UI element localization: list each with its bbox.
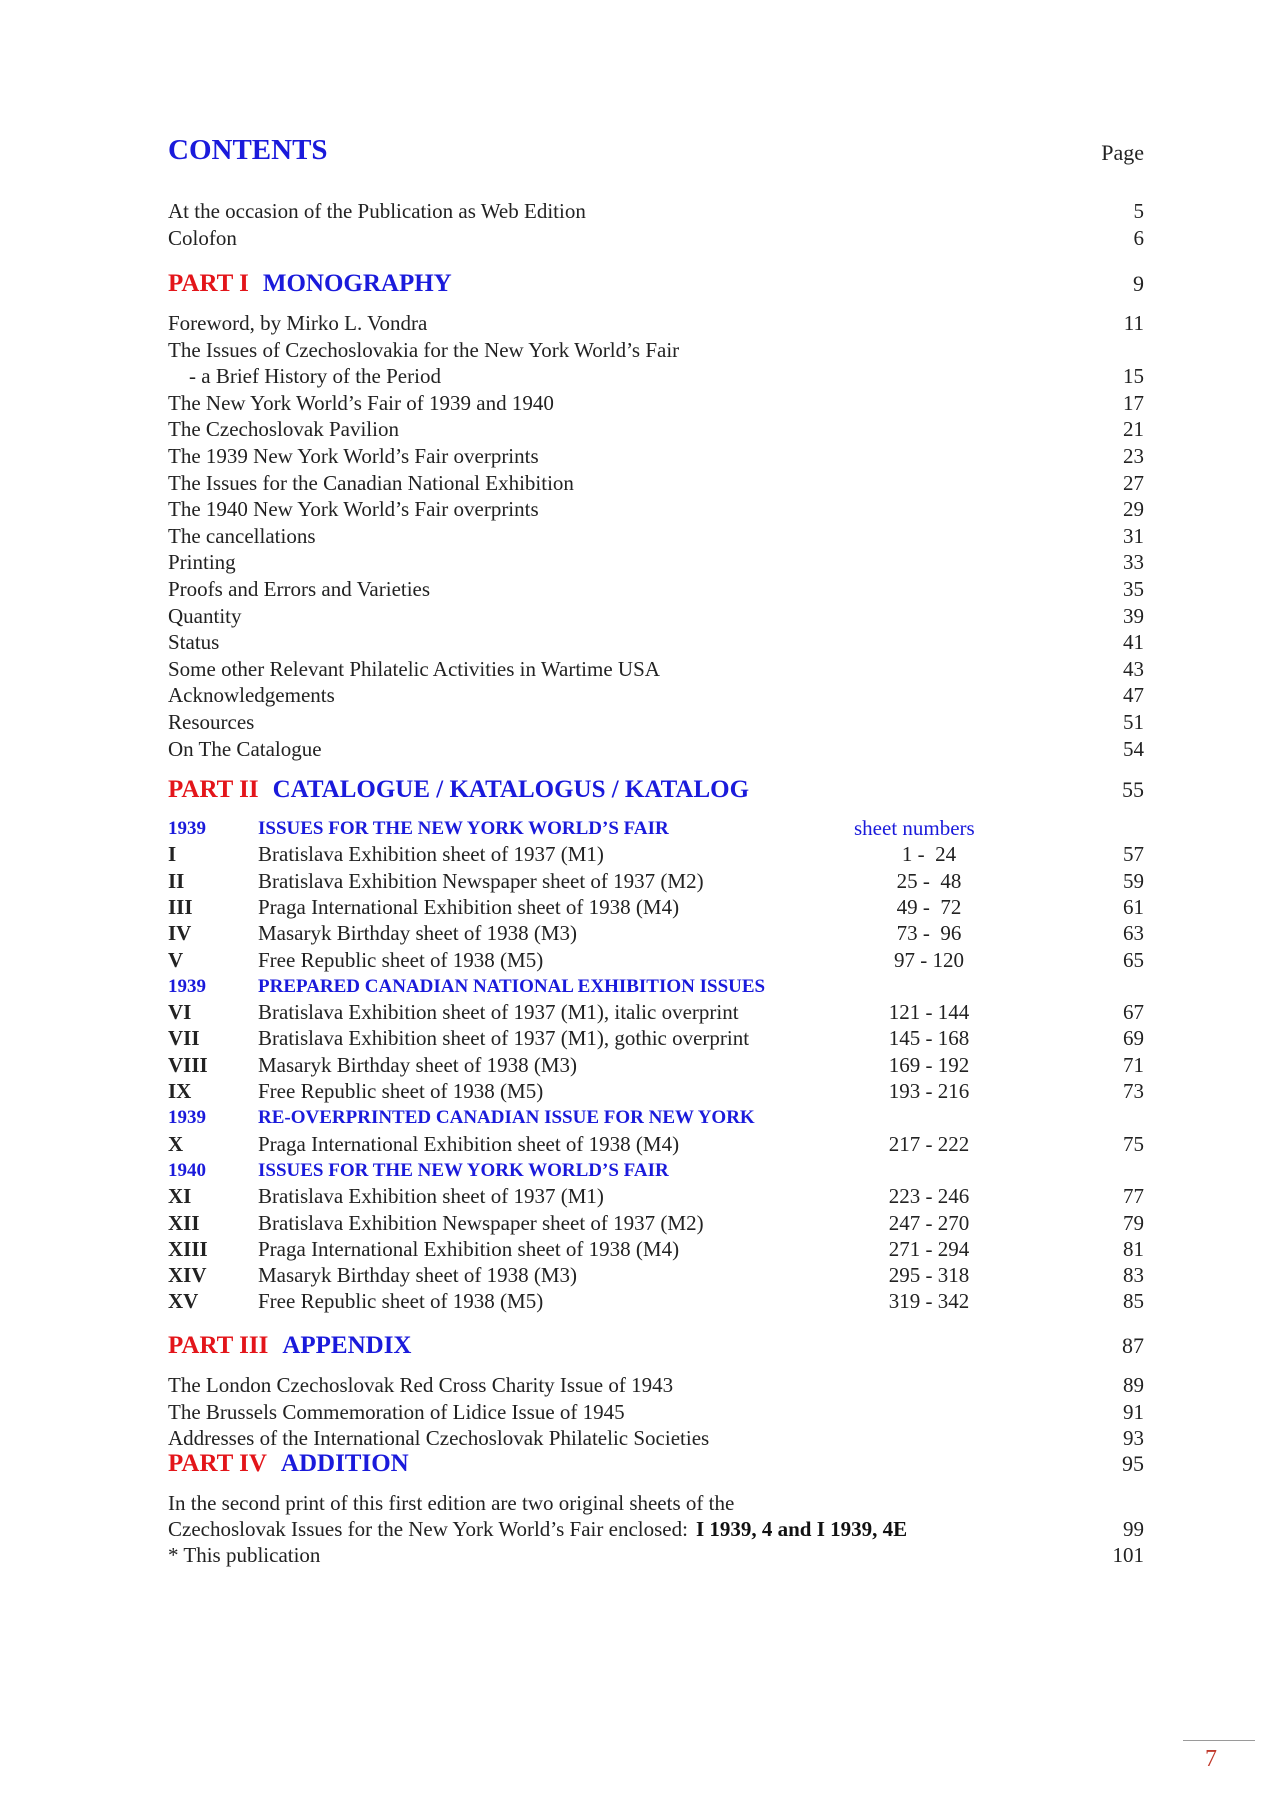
catalogue-number: I: [168, 842, 177, 867]
part-heading: [168, 268, 1144, 300]
group-year: 1940: [168, 1159, 206, 1181]
toc-entry-page: 41: [1123, 630, 1144, 655]
toc-entry-title: The Czechoslovak Pavilion: [168, 417, 399, 442]
footer-page-number: 7: [1205, 1746, 1217, 1772]
sheet-range: 247 - 270: [888, 1210, 970, 1235]
toc-entry-title: Foreword, by Mirko L. Vondra: [168, 311, 428, 335]
catalogue-number: IX: [168, 1079, 192, 1103]
catalogue-number: II: [168, 868, 185, 893]
toc-entry-title: The London Czechoslovak Red Cross Charity Issue of 1943: [168, 1373, 674, 1397]
group-year: 1939: [168, 975, 206, 997]
part-heading: [168, 774, 1144, 806]
part-page: 9: [1133, 271, 1144, 296]
toc-entry: [168, 656, 1144, 683]
catalogue-number: V: [168, 947, 184, 972]
toc-entry-title: * This publication: [168, 1543, 321, 1567]
part-heading: [168, 1330, 1144, 1362]
catalogue-entry: [168, 841, 1144, 868]
toc-entry-title: Printing: [168, 550, 236, 575]
catalogue-group-header: [168, 815, 1144, 842]
part-name: ADDITION: [280, 1450, 409, 1477]
toc-entry: [168, 390, 1144, 417]
catalogue-page: 59: [1123, 868, 1144, 893]
catalogue-entry: [168, 1236, 1144, 1263]
part-page: 55: [1122, 777, 1144, 802]
sheet-range: 25 - 48: [896, 868, 962, 893]
part-heading-title: [168, 1330, 411, 1362]
toc-entry-page: 17: [1123, 390, 1144, 415]
toc-entry: [168, 1372, 1144, 1399]
toc-entry-page: 89: [1123, 1373, 1144, 1397]
toc-entry: [168, 225, 1144, 252]
toc-entry-page: 21: [1123, 417, 1144, 442]
sheet-range: 1 - 24: [901, 842, 957, 867]
toc-entry-title: In the second print of this first edition are two original sheets of the: [168, 1491, 735, 1515]
toc-entry-title: Status: [168, 630, 220, 655]
sheet-range: 73 - 96: [896, 921, 962, 946]
toc-entry-page: 101: [1112, 1543, 1144, 1567]
toc-entry-page: 54: [1123, 736, 1144, 761]
part-name: APPENDIX: [282, 1332, 412, 1359]
toc-entry: [168, 523, 1144, 550]
catalogue-title: Free Republic sheet of 1938 (M5): [258, 1289, 544, 1314]
catalogue-group-header: [168, 1157, 1144, 1184]
catalogue-page: 75: [1123, 1131, 1144, 1156]
catalogue-title: Masaryk Birthday sheet of 1938 (M3): [258, 1052, 578, 1077]
sheet-range: 169 - 192: [888, 1052, 970, 1077]
catalogue-entry: [168, 1183, 1144, 1210]
toc-entry-page: 39: [1123, 603, 1144, 628]
catalogue-number: XIII: [168, 1236, 208, 1261]
catalogue-number: XII: [168, 1210, 200, 1235]
catalogue-number: III: [168, 894, 193, 919]
addition-sheet-ids: I 1939, 4 and I 1939, 4E: [695, 1517, 908, 1541]
toc-entry-title: Colofon: [168, 226, 237, 250]
toc-entry: [168, 363, 1144, 390]
toc-entry-page: 31: [1123, 523, 1144, 548]
toc-entry: [168, 709, 1144, 736]
catalogue-title: Bratislava Exhibition sheet of 1937 (M1), gothic overprint: [258, 1026, 750, 1051]
toc-entry-title: The Brussels Commemoration of Lidice Issue of 1945: [168, 1399, 625, 1424]
sheet-numbers-label: sheet numbers: [854, 816, 975, 840]
addition-text: [168, 1516, 907, 1543]
toc-entry: [168, 1399, 1144, 1426]
part-page: 87: [1122, 1333, 1144, 1358]
toc-entry-page: 23: [1123, 444, 1144, 468]
toc-entry-title: Resources: [168, 710, 255, 734]
catalogue-entry: [168, 1288, 1144, 1315]
toc-entry: [168, 310, 1144, 337]
sheet-range: 145 - 168: [888, 1026, 970, 1051]
catalogue-title: Free Republic sheet of 1938 (M5): [258, 947, 544, 972]
part-name: CATALOGUE / KATALOGUS / KATALOG: [272, 776, 750, 803]
catalogue-entry: [168, 868, 1144, 895]
toc-entry-page: 11: [1123, 311, 1144, 335]
catalogue-title: Masaryk Birthday sheet of 1938 (M3): [258, 921, 578, 946]
toc-entry: [168, 470, 1144, 497]
toc-entry-page: 29: [1123, 497, 1144, 522]
toc-entry-page: 51: [1123, 710, 1144, 734]
toc-entry-page: 15: [1123, 364, 1144, 389]
catalogue-title: Bratislava Exhibition sheet of 1937 (M1): [258, 1184, 604, 1209]
catalogue-number: VIII: [168, 1052, 208, 1077]
part-label: PART IV: [168, 1450, 267, 1477]
toc-entry-title: The 1939 New York World’s Fair overprints: [168, 444, 539, 468]
toc-entry-title: Some other Relevant Philatelic Activities in Wartime USA: [168, 656, 660, 681]
toc-entry-title: Addresses of the International Czechoslovak Philatelic Societies: [168, 1426, 710, 1450]
toc-entry: [168, 198, 1144, 225]
catalogue-entry: [168, 1052, 1144, 1079]
page-column-label: Page: [1101, 140, 1144, 165]
toc-entry-title: On The Catalogue: [168, 736, 322, 761]
sheet-range: 49 - 72: [896, 894, 962, 919]
sheet-range: 97 - 120: [894, 947, 964, 972]
catalogue-page: 69: [1123, 1026, 1144, 1051]
toc-entry-page: 27: [1123, 470, 1144, 495]
toc-entry: [168, 496, 1144, 523]
catalogue-page: 61: [1123, 894, 1144, 919]
catalogue-title: Free Republic sheet of 1938 (M5): [258, 1079, 544, 1103]
catalogue-number: XIV: [168, 1263, 207, 1288]
toc-entry-page: 93: [1123, 1426, 1144, 1450]
toc-entry-title: Acknowledgements: [168, 683, 335, 708]
toc-entry: [168, 443, 1144, 470]
catalogue-page: 67: [1123, 1000, 1144, 1025]
part-label: PART I: [168, 270, 249, 297]
catalogue-entry: [168, 920, 1144, 947]
toc-entry: [168, 736, 1144, 763]
catalogue-page: 77: [1123, 1184, 1144, 1209]
catalogue-page: 57: [1123, 842, 1144, 867]
sheet-range: 121 - 144: [888, 1000, 970, 1025]
catalogue-title: Bratislava Exhibition sheet of 1937 (M1): [258, 842, 604, 867]
footer-divider: [1183, 1740, 1255, 1741]
catalogue-number: XV: [168, 1289, 199, 1314]
toc-entry-title: The New York World’s Fair of 1939 and 1940: [168, 390, 554, 415]
addition-line: [168, 1516, 1144, 1543]
catalogue-page: 79: [1123, 1210, 1144, 1235]
catalogue-entry: [168, 999, 1144, 1026]
addition-line: [168, 1542, 1144, 1569]
catalogue-number: VII: [168, 1026, 200, 1051]
sheet-range: 193 - 216: [888, 1079, 970, 1103]
catalogue-entry: [168, 1131, 1144, 1158]
toc-entry: [168, 603, 1144, 630]
addition-text-plain: Czechoslovak Issues for the New York World’s Fair enclosed:: [168, 1517, 688, 1541]
catalogue-group-header: [168, 973, 1144, 1000]
sheet-range: 319 - 342: [888, 1289, 970, 1314]
catalogue-title: Praga International Exhibition sheet of 1938 (M4): [258, 1131, 680, 1156]
catalogue-number: VI: [168, 1000, 192, 1025]
catalogue-page: 73: [1123, 1079, 1144, 1103]
catalogue-title: Masaryk Birthday sheet of 1938 (M3): [258, 1263, 578, 1288]
sheet-range: 271 - 294: [888, 1236, 970, 1261]
sheet-range: 223 - 246: [888, 1184, 970, 1209]
catalogue-entry: [168, 894, 1144, 921]
toc-entry: [168, 576, 1144, 603]
part-heading: [168, 1448, 1144, 1480]
sheet-range: 295 - 318: [888, 1263, 970, 1288]
catalogue-page: 85: [1123, 1289, 1144, 1314]
catalogue-number: XI: [168, 1184, 192, 1209]
catalogue-page: 63: [1123, 921, 1144, 946]
part-heading-title: [168, 774, 749, 806]
catalogue-title: Praga International Exhibition sheet of 1938 (M4): [258, 894, 680, 919]
catalogue-title: Bratislava Exhibition sheet of 1937 (M1), italic overprint: [258, 1000, 739, 1025]
part-heading-title: [168, 1448, 409, 1480]
part-name: MONOGRAPHY: [262, 270, 452, 297]
catalogue-page: 65: [1123, 947, 1144, 972]
part-label: PART II: [168, 776, 259, 803]
group-year: 1939: [168, 1107, 206, 1129]
group-title: PREPARED CANADIAN NATIONAL EXHIBITION ISSUES: [258, 975, 766, 997]
group-year: 1939: [168, 818, 206, 839]
catalogue-number: IV: [168, 921, 192, 946]
toc-entry-page: 33: [1123, 550, 1144, 575]
catalogue-entry: [168, 1210, 1144, 1237]
catalogue-entry: [168, 1078, 1144, 1105]
catalogue-group-header: [168, 1104, 1144, 1131]
contents-title: CONTENTS: [168, 134, 328, 166]
toc-entry-title: The 1940 New York World’s Fair overprints: [168, 497, 539, 522]
toc-entry-page: 6: [1133, 226, 1144, 250]
toc-entry-title: Quantity: [168, 603, 242, 628]
toc-entry-title: - a Brief History of the Period: [168, 364, 441, 389]
toc-entry: [168, 549, 1144, 576]
addition-line: [168, 1490, 1144, 1517]
group-title: RE-OVERPRINTED CANADIAN ISSUE FOR NEW YORK: [258, 1107, 755, 1129]
toc-entry-page: 5: [1133, 199, 1144, 223]
sheet-range: 217 - 222: [888, 1131, 970, 1156]
catalogue-title: Bratislava Exhibition Newspaper sheet of 1937 (M2): [258, 1210, 704, 1235]
toc-entry-page: 35: [1123, 577, 1144, 601]
toc-entry: [168, 629, 1144, 656]
toc-entry: [168, 416, 1144, 443]
toc-entry-page: 47: [1123, 683, 1144, 708]
catalogue-page: 83: [1123, 1263, 1144, 1288]
addition-page: 99: [1123, 1517, 1144, 1541]
toc-entry-title: The Issues of Czechoslovakia for the New York World’s Fair: [168, 337, 680, 362]
toc-entry: [168, 337, 1144, 364]
toc-entry-title: Proofs and Errors and Varieties: [168, 577, 431, 601]
toc-entry-title: The cancellations: [168, 523, 316, 548]
part-label: PART III: [168, 1332, 269, 1359]
part-heading-title: [168, 268, 452, 300]
catalogue-entry: [168, 1025, 1144, 1052]
catalogue-page: 71: [1123, 1052, 1144, 1077]
catalogue-number: X: [168, 1131, 184, 1156]
catalogue-title: Praga International Exhibition sheet of 1938 (M4): [258, 1236, 680, 1261]
group-title: ISSUES FOR THE NEW YORK WORLD’S FAIR: [258, 818, 669, 839]
catalogue-page: 81: [1123, 1236, 1144, 1261]
catalogue-entry: [168, 1262, 1144, 1289]
toc-entry-page: 91: [1123, 1399, 1144, 1424]
toc-entry-title: The Issues for the Canadian National Exhibition: [168, 470, 574, 495]
catalogue-entry: [168, 947, 1144, 974]
part-page: 95: [1122, 1451, 1144, 1476]
group-title: ISSUES FOR THE NEW YORK WORLD’S FAIR: [258, 1159, 669, 1181]
toc-entry-title: At the occasion of the Publication as Web Edition: [168, 199, 586, 223]
toc-entry: [168, 682, 1144, 709]
toc-entry-page: 43: [1123, 656, 1144, 681]
catalogue-title: Bratislava Exhibition Newspaper sheet of 1937 (M2): [258, 868, 704, 893]
